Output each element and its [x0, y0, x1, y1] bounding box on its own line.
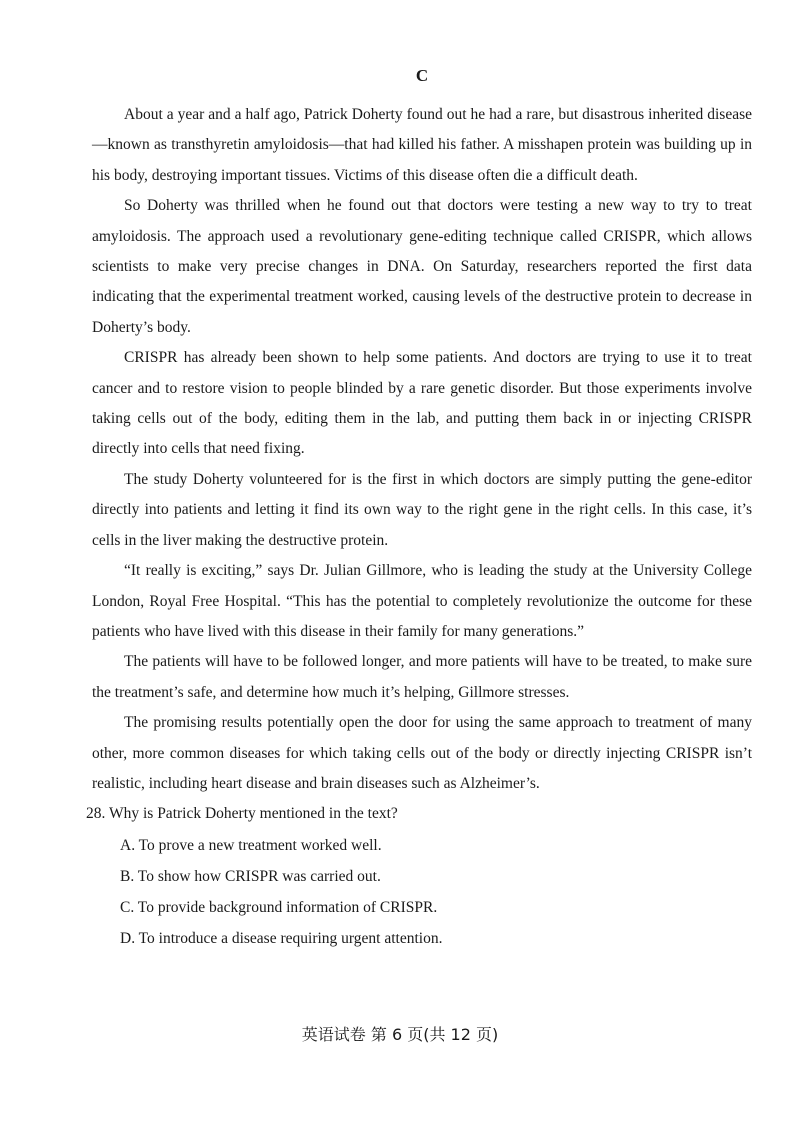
option-c[interactable]: C. To provide background information of CRISPR. — [120, 898, 438, 916]
exam-page — [86, 66, 752, 954]
option-b[interactable]: B. To show how CRISPR was carried out. — [120, 867, 381, 885]
paragraph-3: CRISPR has already been shown to help some patients. And doctors are trying to use it to treat cancer and to restore vision to people blinded by a rare genetic disorder. But those experiments involve taking cells out of the body, editing them in the lab, and putting them back in or injecting CRISPR directly into cells that need fixing. — [92, 349, 752, 458]
option-a[interactable]: A. To prove a new treatment worked well. — [120, 836, 382, 854]
paragraph-2: So Doherty was thrilled when he found out that doctors were testing a new way to try to treat amyloidosis. The approach used a revolutionary gene-editing technique called CRISPR, which allows scientists to make very precise changes in DNA. On Saturday, researchers reported the first data indicating that the experimental treatment worked, causing levels of the destructive protein to decrease in Doherty’s body. — [92, 197, 752, 336]
paragraph-6: The patients will have to be followed longer, and more patients will have to be treated, to make sure the treatment’s safe, and determine how much it’s helping, Gillmore stresses. — [92, 653, 752, 701]
paragraph-5: “It really is exciting,” says Dr. Julian Gillmore, who is leading the study at the University College London, Royal Free Hospital. “This has the potential to completely revolutionize the outcome for these patients who have lived with this disease in their family for many generations.” — [92, 562, 752, 640]
question-28: 28. Why is Patrick Doherty mentioned in the text? — [86, 805, 398, 823]
answer-options — [92, 830, 752, 954]
section-title: C — [415, 66, 429, 85]
paragraph-7: The promising results potentially open the door for using the same approach to treatment of many other, more common diseases for which taking cells out of the body or directly injecting CRISPR isn’t realistic, including heart disease and brain diseases such as Alzheimer’s. — [92, 714, 752, 792]
page-footer: 英语试卷 第 6 页(共 12 页) — [301, 1025, 499, 1044]
paragraph-4: The study Doherty volunteered for is the first in which doctors are simply putting the gene-editor directly into patients and letting it find its own way to the right gene in the right cells. In this case, it’s cells in the liver making the destructive protein. — [92, 470, 752, 549]
option-d[interactable]: D. To introduce a disease requiring urgent attention. — [120, 929, 443, 947]
paragraph-1: About a year and a half ago, Patrick Doherty found out he had a rare, but disastrous inherited disease—known as transthyretin amyloidosis—that had killed his father. A misshapen protein was building up in his body, destroying important tissues. Victims of this disease often die a difficult death. — [92, 106, 752, 184]
